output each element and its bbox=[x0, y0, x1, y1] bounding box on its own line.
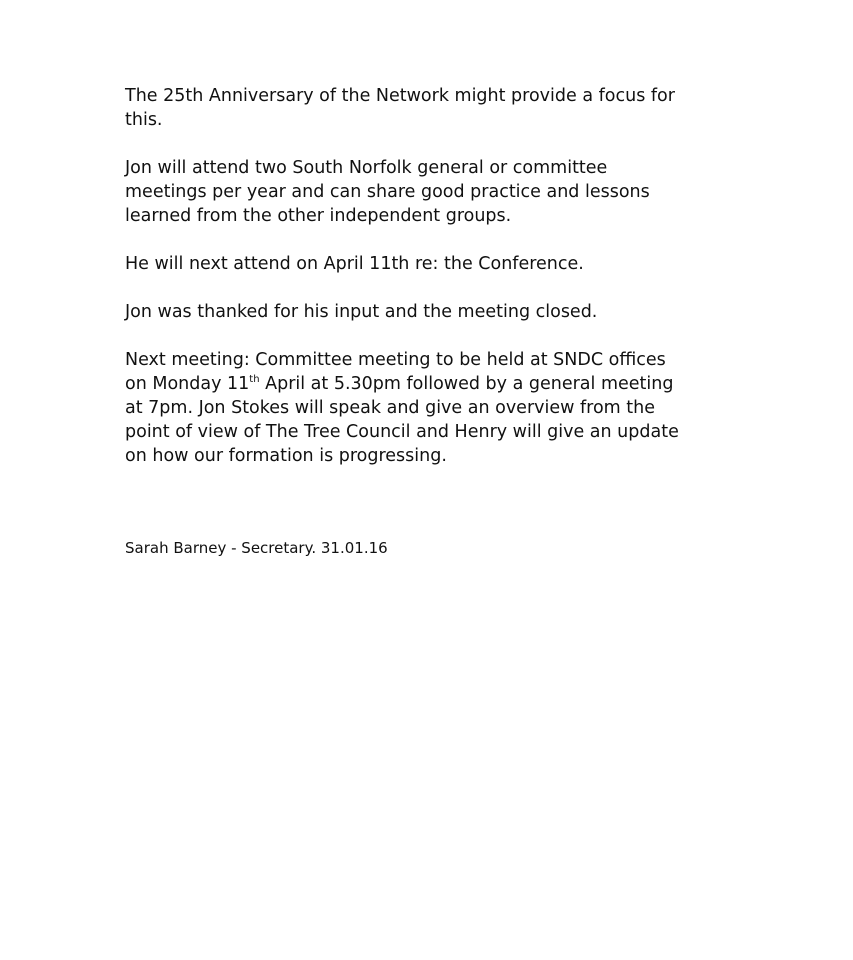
text-line: on how our formation is progressing. bbox=[125, 446, 447, 466]
date-prefix: on Monday 11 bbox=[125, 374, 250, 394]
text-line: He will next attend on April 11th re: the Conference. bbox=[125, 254, 584, 274]
text-line: this. bbox=[125, 110, 163, 130]
text-line: point of view of The Tree Council and Henry will give an update bbox=[125, 422, 679, 442]
text-line-with-date bbox=[125, 372, 735, 396]
next-attendance-paragraph bbox=[125, 252, 735, 276]
text-line: Jon will attend two South Norfolk general or committee bbox=[125, 158, 608, 178]
text-line: at 7pm. Jon Stokes will speak and give an overview from the bbox=[125, 398, 656, 418]
text-line: meetings per year and can share good practice and lessons bbox=[125, 182, 650, 202]
closing-paragraph bbox=[125, 300, 735, 324]
secretary-signature-line: Sarah Barney - Secretary. 31.01.16 bbox=[125, 539, 388, 557]
text-line: learned from the other independent groups. bbox=[125, 206, 512, 226]
text-line: Next meeting: Committee meeting to be held at SNDC offices bbox=[125, 350, 666, 370]
attendance-paragraph bbox=[125, 156, 735, 228]
anniversary-paragraph bbox=[125, 84, 735, 132]
text-line: The 25th Anniversary of the Network might provide a focus for bbox=[125, 86, 675, 106]
date-suffix: April at 5.30pm followed by a general meeting bbox=[259, 374, 674, 394]
text-line: Jon was thanked for his input and the meeting closed. bbox=[125, 302, 598, 322]
ordinal-superscript: th bbox=[249, 374, 260, 386]
document-body bbox=[125, 84, 735, 468]
next-meeting-paragraph bbox=[125, 348, 735, 468]
